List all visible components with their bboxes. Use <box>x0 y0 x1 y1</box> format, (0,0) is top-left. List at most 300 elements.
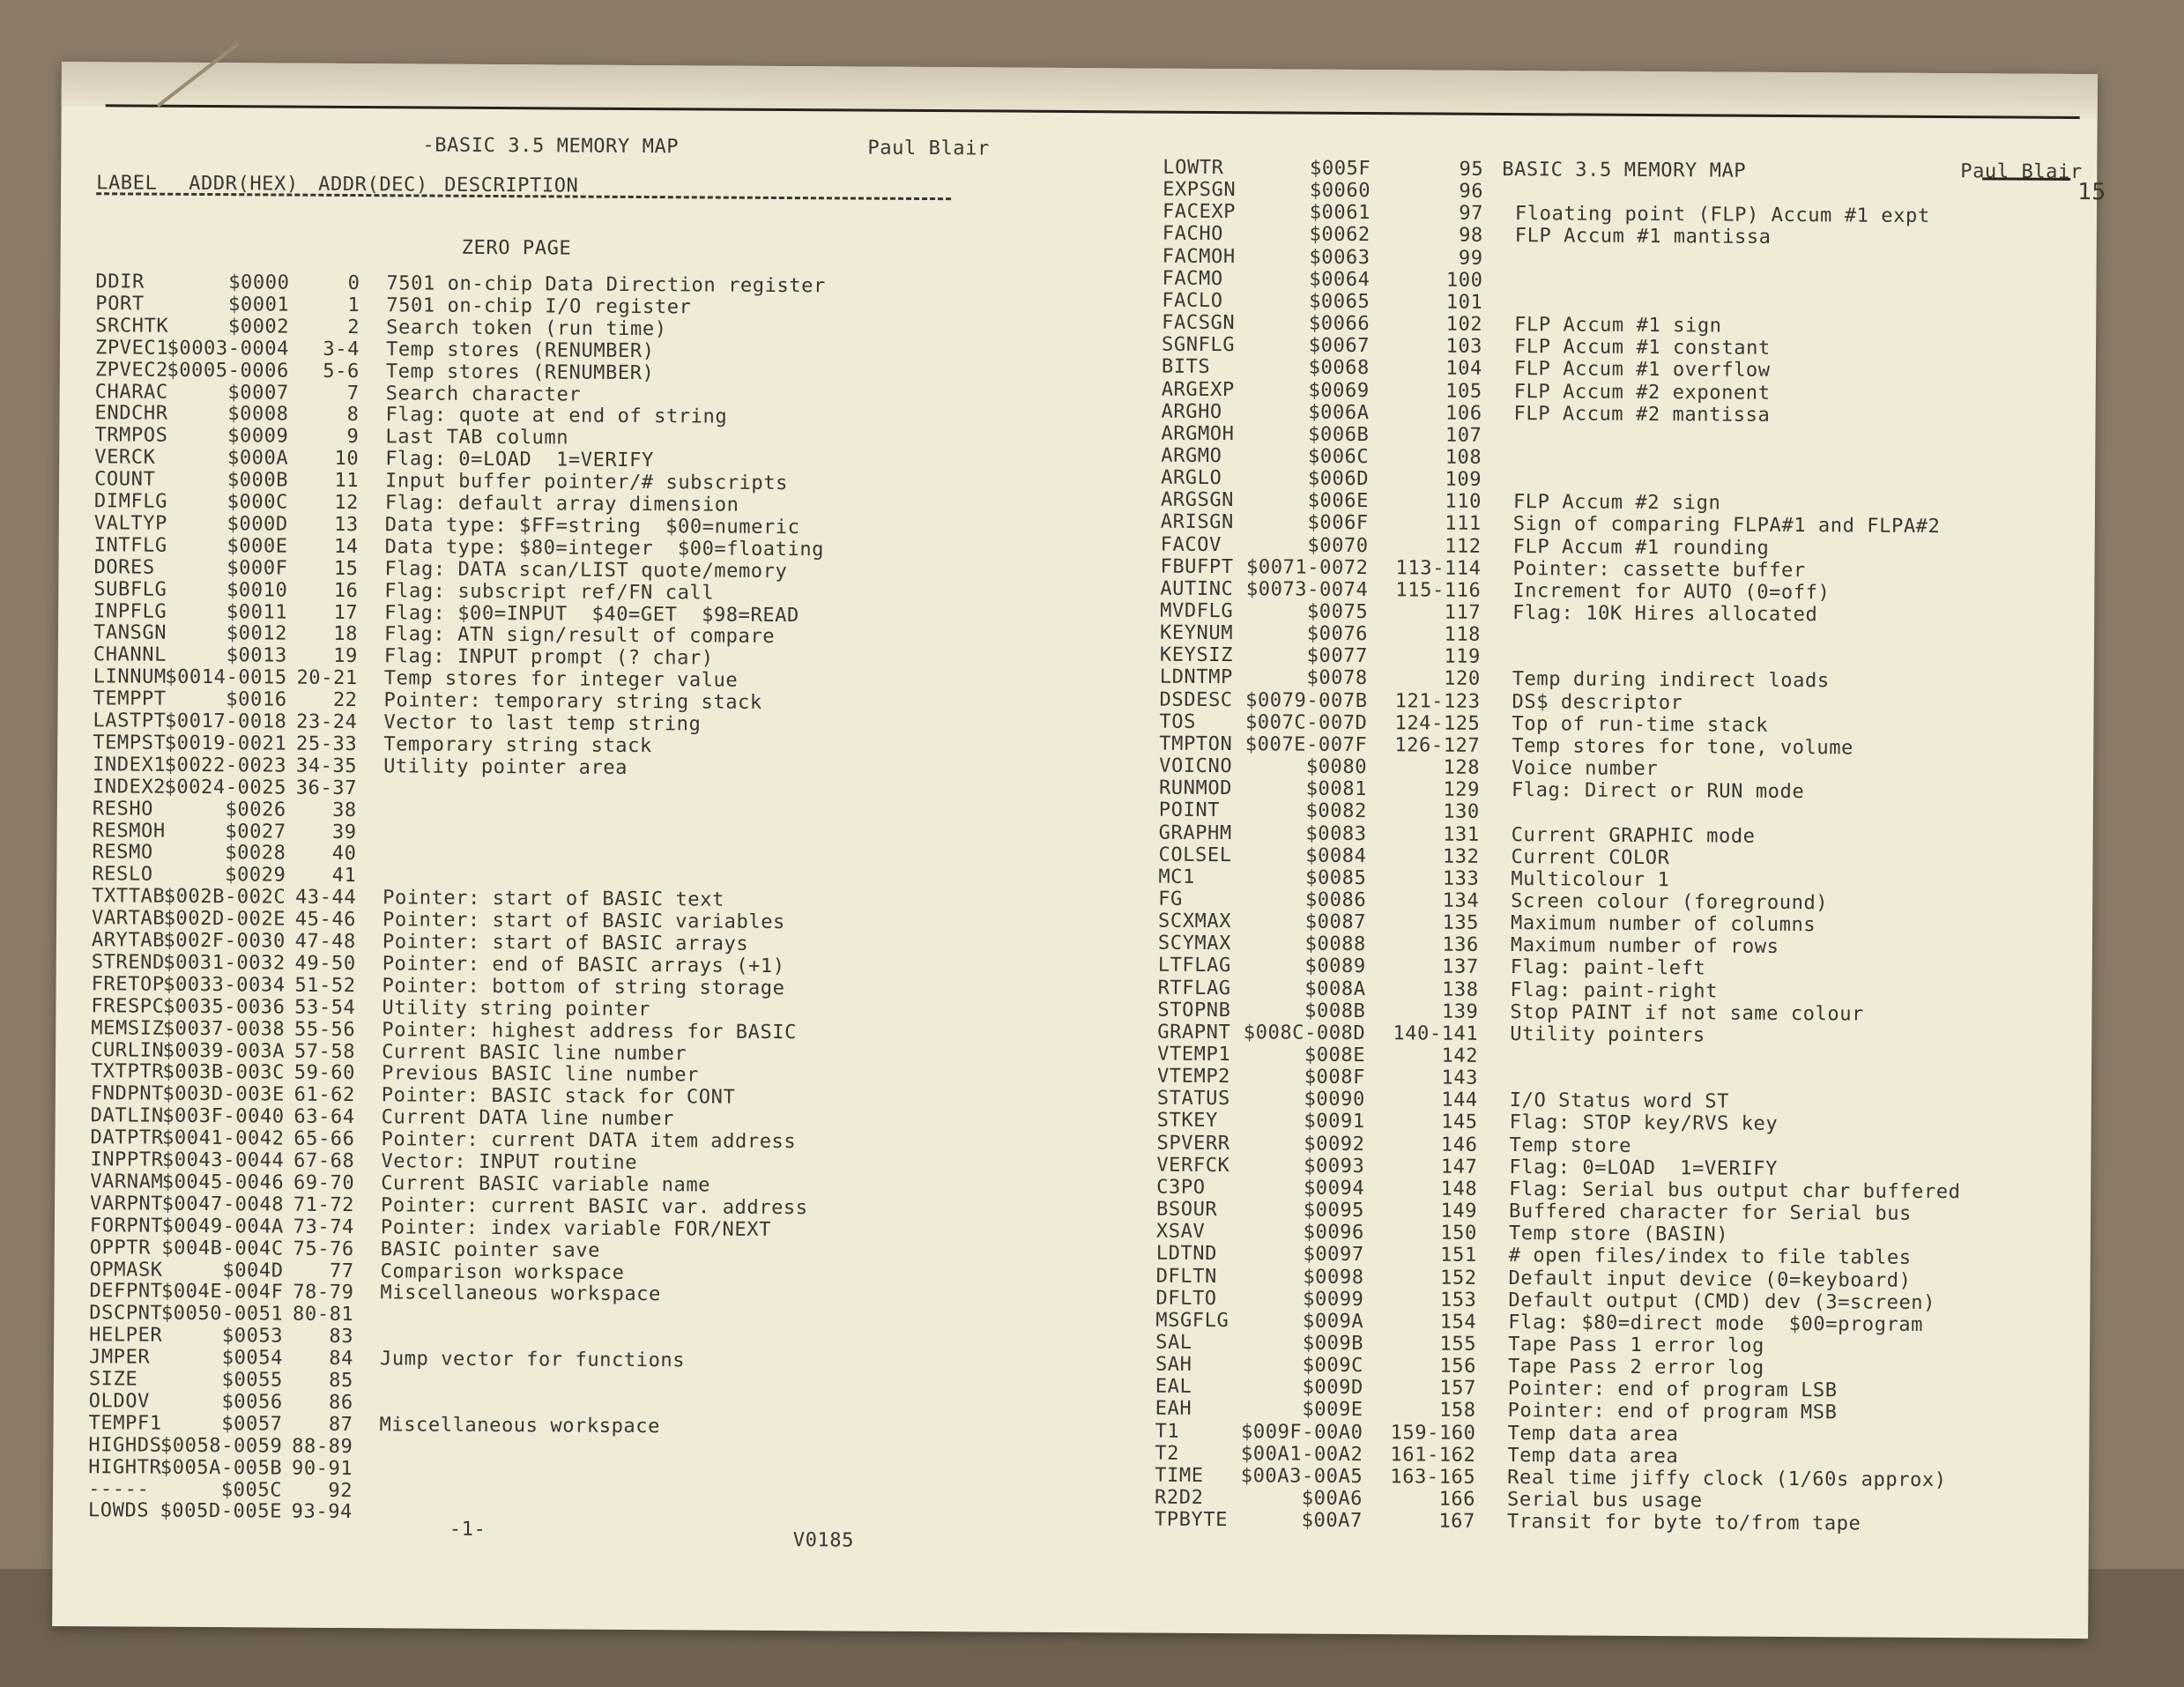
row-addr-hex: $0014-0015 <box>165 665 287 689</box>
row-description: Vector to last temp string <box>383 711 702 736</box>
row-addr-hex: $0082 <box>1305 799 1367 823</box>
row-label: DEFPNT <box>89 1280 163 1304</box>
row-addr-hex: $0085 <box>1305 866 1367 889</box>
row-description: Flag: DATA scan/LIST quote/memory <box>384 557 788 583</box>
row-addr-hex: $0080 <box>1305 755 1368 779</box>
row-description: Miscellaneous workspace <box>379 1414 661 1438</box>
row-addr-dec: 156 <box>1439 1355 1477 1378</box>
row-label: INPFLG <box>93 599 167 623</box>
row-addr-hex: $006E <box>1307 489 1370 513</box>
row-addr-dec: 90-91 <box>291 1457 353 1480</box>
row-label: ZPVEC2 <box>94 358 169 382</box>
row-addr-dec: 140-141 <box>1393 1022 1479 1045</box>
row-addr-dec: 11 <box>334 469 360 493</box>
row-addr-hex: $0013 <box>226 644 287 667</box>
row-label: RUNMOD <box>1158 777 1233 800</box>
row-addr-dec: 107 <box>1445 424 1482 447</box>
row-addr-dec: 152 <box>1439 1267 1477 1289</box>
row-addr-hex: $006D <box>1307 467 1370 491</box>
row-addr-dec: 153 <box>1439 1289 1477 1312</box>
row-addr-dec: 161-162 <box>1390 1443 1476 1467</box>
row-description: Previous BASIC line number <box>381 1062 700 1087</box>
row-addr-dec: 73-74 <box>293 1215 355 1238</box>
row-description: Temp stores for tone, volume <box>1512 734 1854 760</box>
row-label: T2 <box>1155 1442 1180 1465</box>
row-addr-dec: 166 <box>1438 1488 1476 1511</box>
row-label: SPVERR <box>1156 1132 1230 1155</box>
row-addr-hex: $0035-0036 <box>162 995 286 1019</box>
row-addr-dec: 103 <box>1445 335 1483 359</box>
row-addr-hex: $0065 <box>1309 290 1371 313</box>
row-addr-dec: 130 <box>1443 800 1480 824</box>
row-addr-hex: $00A7 <box>1301 1509 1363 1533</box>
row-addr-hex: $0055 <box>221 1369 283 1392</box>
row-description: BASIC pointer save <box>380 1237 601 1262</box>
row-description: Pointer: bottom of string storage <box>382 975 785 1000</box>
row-description: Tape Pass 2 error log <box>1507 1356 1764 1379</box>
row-label: ARISGN <box>1160 511 1234 534</box>
row-addr-dec: 108 <box>1445 446 1482 469</box>
row-label: HIGHDS <box>88 1433 162 1457</box>
row-label: RESMOH <box>92 819 166 843</box>
row-addr-dec: 99 <box>1458 247 1483 270</box>
row-addr-dec: 121-123 <box>1394 689 1481 713</box>
row-addr-hex: $0083 <box>1305 822 1367 845</box>
row-addr-dec: 80-81 <box>293 1303 354 1327</box>
row-label: LDNTMP <box>1159 666 1233 689</box>
row-addr-hex: $0063 <box>1309 246 1371 269</box>
row-label: RESLO <box>92 863 153 886</box>
row-addr-dec: 34-35 <box>295 754 358 777</box>
row-addr-hex: $006B <box>1308 423 1370 446</box>
row-description: FLP Accum #2 mantissa <box>1513 402 1771 427</box>
row-addr-dec: 150 <box>1440 1222 1477 1245</box>
row-addr-hex: $0002 <box>227 315 290 338</box>
row-label: SCYMAX <box>1157 932 1232 955</box>
row-label: TRMPOS <box>94 424 168 448</box>
row-addr-hex: $0022-0023 <box>164 754 287 777</box>
row-addr-hex: $0009 <box>227 425 289 448</box>
row-description: Pointer: end of program MSB <box>1507 1400 1838 1424</box>
row-description: Input buffer pointer/# subscripts <box>385 470 789 495</box>
row-addr-dec: 43-44 <box>294 886 357 910</box>
row-label: FBUFPT <box>1160 555 1234 578</box>
row-label: ARGLO <box>1161 466 1222 490</box>
row-addr-dec: 110 <box>1445 490 1482 514</box>
row-label: ARGMO <box>1161 444 1222 467</box>
row-addr-dec: 128 <box>1443 756 1481 779</box>
row-description: Utility pointer area <box>383 755 628 779</box>
row-label: TXTPTR <box>90 1060 165 1084</box>
row-addr-hex: $0095 <box>1303 1199 1365 1223</box>
right-page-title: BASIC 3.5 MEMORY MAP <box>1502 158 1747 182</box>
row-label: FNDPNT <box>90 1082 165 1106</box>
row-addr-dec: 87 <box>328 1413 353 1436</box>
row-addr-hex: $0019-0021 <box>164 732 287 755</box>
page-number: -1- <box>449 1518 487 1541</box>
row-description: Real time jiffy clock (1/60s approx) <box>1507 1466 1947 1491</box>
row-label: BSOUR <box>1155 1198 1218 1222</box>
row-addr-dec: 143 <box>1441 1066 1479 1089</box>
row-description: Current DATA line number <box>381 1106 675 1131</box>
row-label: OPPTR <box>89 1236 152 1260</box>
row-description: FLP Accum #1 overflow <box>1513 358 1771 383</box>
row-addr-hex: $0043-0044 <box>161 1148 285 1172</box>
row-addr-dec: 163-165 <box>1390 1466 1476 1489</box>
row-addr-dec: 157 <box>1439 1377 1476 1401</box>
row-addr-dec: 167 <box>1438 1510 1475 1533</box>
row-label: SIZE <box>88 1368 138 1391</box>
row-label: OLDOV <box>88 1390 151 1413</box>
row-description: Search token (run time) <box>386 316 667 340</box>
row-addr-dec: 95 <box>1459 158 1484 181</box>
row-label: EAH <box>1155 1397 1192 1421</box>
row-label: FACMO <box>1162 267 1223 290</box>
row-addr-hex: $0003-0004 <box>167 337 290 360</box>
row-description: Flag: default array dimension <box>384 492 739 517</box>
row-description: Temp data area <box>1507 1422 1679 1445</box>
row-addr-dec: 131 <box>1443 823 1480 846</box>
row-label: INDEX1 <box>93 754 167 777</box>
row-addr-dec: 38 <box>332 799 357 821</box>
row-description: Flag: subscript ref/FN call <box>384 579 715 605</box>
row-description: Pointer: current BASIC var. address <box>381 1194 808 1219</box>
row-addr-hex: $004E-004F <box>160 1281 284 1304</box>
row-label: DFLTO <box>1155 1287 1217 1310</box>
row-description: # open files/index to file tables <box>1508 1245 1912 1270</box>
row-addr-hex: $0081 <box>1305 777 1368 801</box>
row-label: TEMPST <box>93 732 167 754</box>
row-description: Search character <box>385 382 582 406</box>
row-addr-hex: $000B <box>227 469 289 492</box>
row-label: POINT <box>1158 799 1221 822</box>
row-addr-hex: $0070 <box>1307 534 1369 557</box>
row-addr-hex: $0092 <box>1304 1133 1365 1156</box>
row-addr-dec: 105 <box>1445 380 1482 403</box>
row-addr-dec: 126-127 <box>1394 734 1481 757</box>
row-addr-dec: 61-62 <box>293 1083 355 1107</box>
row-addr-dec: 98 <box>1459 225 1483 248</box>
row-addr-dec: 9 <box>346 426 360 449</box>
row-addr-dec: 78-79 <box>293 1282 354 1304</box>
row-addr-dec: 3-4 <box>323 338 360 360</box>
row-description: FLP Accum #2 sign <box>1512 491 1721 515</box>
row-addr-hex: $005C <box>220 1478 283 1502</box>
row-addr-dec: 115-116 <box>1395 579 1482 602</box>
row-addr-hex: $0093 <box>1304 1155 1365 1178</box>
row-addr-hex: $005F <box>1309 157 1371 181</box>
row-addr-dec: 118 <box>1444 623 1482 646</box>
row-label: GRAPHM <box>1158 821 1232 844</box>
row-addr-hex: $0069 <box>1308 379 1370 402</box>
row-addr-hex: $0027 <box>225 820 286 844</box>
row-addr-hex: $0037-0038 <box>162 1017 286 1041</box>
row-label: KEYSIZ <box>1159 643 1234 667</box>
row-addr-dec: 145 <box>1441 1111 1478 1134</box>
row-description: Maximum number of rows <box>1510 934 1779 959</box>
row-addr-hex: $006F <box>1307 512 1369 535</box>
row-label: RTFLAG <box>1157 977 1231 1000</box>
paper-sheet <box>52 62 2106 1639</box>
right-page <box>1154 156 2106 1535</box>
row-addr-dec: 147 <box>1440 1156 1478 1178</box>
row-label: CHANNL <box>93 643 167 667</box>
row-description: Default output (CMD) dev (3=screen) <box>1508 1289 1936 1314</box>
col-header-description: DESCRIPTION <box>444 174 579 197</box>
row-addr-hex: $002F-0030 <box>163 929 286 953</box>
row-addr-dec: 85 <box>329 1369 353 1393</box>
row-description: Temp store <box>1509 1133 1632 1157</box>
row-addr-dec: 137 <box>1442 955 1479 979</box>
row-label: TEMPPT <box>93 687 167 710</box>
table-row <box>88 1500 1040 1528</box>
row-description: Flag: $80=direct mode $00=program <box>1508 1311 1924 1336</box>
row-addr-hex: $0008 <box>227 403 289 426</box>
table-row <box>1155 1509 2089 1536</box>
row-label: STATUS <box>1156 1087 1230 1111</box>
row-description: Vector: INPUT routine <box>381 1150 638 1175</box>
row-addr-hex: $0054 <box>221 1347 284 1370</box>
row-addr-hex: $0089 <box>1304 955 1366 978</box>
row-addr-dec: 39 <box>331 821 357 844</box>
row-addr-hex: $0049-004A <box>161 1215 285 1238</box>
row-addr-hex: $0099 <box>1303 1288 1364 1311</box>
row-addr-dec: 155 <box>1439 1333 1477 1356</box>
row-label: HIGHTR <box>88 1455 162 1479</box>
row-addr-dec: 142 <box>1441 1044 1479 1067</box>
row-addr-dec: 13 <box>334 513 359 536</box>
row-label: FRESPC <box>91 994 165 1018</box>
row-description: FLP Accum #1 sign <box>1514 314 1722 338</box>
row-label: FACSGN <box>1162 311 1236 335</box>
row-label: TIME <box>1155 1464 1204 1487</box>
row-addr-hex: $0067 <box>1308 334 1371 358</box>
row-label: STKEY <box>1156 1110 1218 1133</box>
row-description: Temp store (BASIN) <box>1508 1223 1729 1246</box>
row-addr-dec: 71-72 <box>293 1193 355 1216</box>
row-label: ARGSGN <box>1160 488 1235 512</box>
row-label: DIMFLG <box>93 490 168 513</box>
row-description: Screen colour (foreground) <box>1511 889 1829 915</box>
row-addr-hex: $006C <box>1307 445 1370 469</box>
row-description: Current BASIC variable name <box>381 1172 711 1197</box>
row-addr-hex: $0077 <box>1306 644 1368 668</box>
row-label: ARGEXP <box>1161 378 1235 401</box>
row-label: FACEXP <box>1162 200 1237 224</box>
row-description: Increment for AUTO (0=off) <box>1512 579 1831 605</box>
row-addr-hex: $0031-0032 <box>163 951 286 975</box>
row-label: XSAV <box>1155 1220 1206 1244</box>
row-label: STOPNB <box>1157 999 1231 1022</box>
row-addr-hex: $0017-0018 <box>164 710 287 733</box>
row-label: MSGFLG <box>1155 1309 1229 1332</box>
row-label: ----- <box>88 1477 150 1501</box>
row-addr-hex: $0064 <box>1309 268 1371 291</box>
row-addr-dec: 146 <box>1440 1133 1478 1156</box>
row-description: Flag: 10K Hires allocated <box>1512 602 1818 627</box>
row-addr-hex: $000D <box>227 513 288 536</box>
row-description: Temp stores (RENUMBER) <box>385 360 655 384</box>
row-label: FORPNT <box>89 1214 164 1237</box>
row-addr-hex: $00A6 <box>1301 1487 1363 1511</box>
row-description: FLP Accum #1 rounding <box>1512 535 1770 560</box>
row-addr-dec: 10 <box>334 448 360 471</box>
row-label: EAL <box>1155 1375 1192 1399</box>
row-addr-hex: $0056 <box>221 1391 283 1414</box>
row-addr-dec: 106 <box>1445 402 1482 425</box>
row-description: Pointer: start of BASIC arrays <box>382 931 749 955</box>
row-addr-dec: 41 <box>331 865 357 888</box>
row-addr-hex: $0061 <box>1309 201 1371 225</box>
row-addr-dec: 113-114 <box>1395 556 1482 580</box>
row-addr-hex: $0053 <box>221 1325 284 1348</box>
row-addr-dec: 5-6 <box>323 360 360 383</box>
row-addr-hex: $0091 <box>1304 1111 1365 1133</box>
row-addr-dec: 19 <box>333 645 358 668</box>
row-addr-dec: 7 <box>346 382 360 405</box>
row-addr-hex: $00A3-00A5 <box>1240 1465 1363 1488</box>
row-addr-hex: $0012 <box>226 622 288 645</box>
row-addr-dec: 53-54 <box>294 996 356 1019</box>
row-addr-dec: 40 <box>331 843 357 866</box>
row-addr-hex: $0075 <box>1306 600 1369 624</box>
row-description: Buffered character for Serial bus <box>1508 1200 1913 1225</box>
row-label: ENDCHR <box>94 402 168 426</box>
row-description: Sign of comparing FLPA#1 and FLPA#2 <box>1512 513 1941 539</box>
row-description: Serial bus usage <box>1506 1489 1703 1512</box>
row-addr-dec: 97 <box>1459 202 1484 226</box>
row-addr-hex: $0062 <box>1309 224 1371 247</box>
row-addr-dec: 151 <box>1440 1244 1477 1267</box>
row-label: DSCPNT <box>89 1302 163 1326</box>
row-addr-hex: $0098 <box>1303 1266 1364 1289</box>
row-description: Flag: quote at end of string <box>385 404 728 429</box>
row-description: Current GRAPHIC mode <box>1511 823 1756 848</box>
col-header-hex: ADDR(HEX) <box>189 172 299 196</box>
row-addr-dec: 102 <box>1445 313 1483 336</box>
row-label: LASTPT <box>93 710 167 732</box>
row-description: Flag: paint-left <box>1510 956 1706 980</box>
row-addr-dec: 23-24 <box>296 710 358 734</box>
row-addr-dec: 109 <box>1445 468 1482 491</box>
row-addr-dec: 51-52 <box>294 974 356 997</box>
row-addr-dec: 8 <box>346 404 360 427</box>
row-addr-hex: $0096 <box>1303 1221 1364 1245</box>
row-addr-dec: 47-48 <box>294 930 356 954</box>
row-label: TOS <box>1159 710 1197 733</box>
row-addr-dec: 120 <box>1444 668 1481 691</box>
row-addr-dec: 59-60 <box>293 1062 356 1085</box>
version-code: V0185 <box>792 1529 855 1552</box>
row-addr-hex: $0024-0025 <box>164 776 287 799</box>
row-description: Maximum number of columns <box>1510 912 1816 937</box>
row-description: Temp stores for integer value <box>383 667 739 692</box>
row-label: FACHO <box>1162 223 1224 246</box>
row-addr-dec: 25-33 <box>295 732 358 755</box>
row-addr-hex: $004B-004C <box>161 1237 284 1260</box>
row-addr-dec: 75-76 <box>293 1237 354 1260</box>
row-addr-dec: 15 <box>333 557 359 580</box>
row-label: SAL <box>1155 1331 1192 1354</box>
row-label: STREND <box>91 951 165 974</box>
row-description: Pointer: index variable FOR/NEXT <box>380 1215 772 1241</box>
row-addr-dec: 12 <box>334 491 360 515</box>
row-description: Voice number <box>1512 757 1659 781</box>
row-addr-hex: $0007 <box>227 381 289 405</box>
row-addr-hex: $009D <box>1302 1376 1363 1400</box>
row-label: GRAPNT <box>1157 1021 1231 1044</box>
row-label: COLSEL <box>1158 844 1232 866</box>
row-description: Stop PAINT if not same colour <box>1510 1000 1865 1026</box>
row-addr-dec: 69-70 <box>293 1171 355 1194</box>
row-description: Pointer: start of BASIC text <box>383 887 724 911</box>
row-label: VTEMP2 <box>1156 1065 1231 1089</box>
row-label: SAH <box>1155 1353 1192 1376</box>
row-addr-dec: 119 <box>1444 645 1481 669</box>
row-label: DDIR <box>95 271 145 294</box>
row-addr-hex: $0029 <box>225 864 286 887</box>
row-description: Pointer: start of BASIC variables <box>382 909 786 934</box>
row-addr-hex: $0076 <box>1306 622 1369 646</box>
row-label: DORES <box>93 555 155 579</box>
row-description: Temporary string stack <box>383 733 652 757</box>
row-label: ARGMOH <box>1161 422 1235 445</box>
row-label: PORT <box>95 293 145 316</box>
row-label: HELPER <box>89 1324 163 1347</box>
row-addr-dec: 1 <box>347 294 360 316</box>
row-description: Flag: INPUT prompt (? char) <box>383 645 714 670</box>
row-addr-hex: $009A <box>1302 1310 1364 1333</box>
row-addr-hex: $008B <box>1304 1000 1366 1022</box>
row-label: JMPER <box>88 1346 151 1369</box>
row-label: CHARAC <box>94 380 168 404</box>
row-addr-dec: 149 <box>1440 1200 1478 1223</box>
left-page <box>87 132 1048 1552</box>
row-addr-hex: $009C <box>1302 1354 1364 1378</box>
row-addr-hex: $005D-005E <box>160 1500 283 1523</box>
row-addr-hex: $0010 <box>227 578 288 602</box>
row-addr-hex: $004D <box>222 1259 284 1282</box>
row-description: Pointer: cassette buffer <box>1512 557 1806 582</box>
row-addr-hex: $009F-00A0 <box>1241 1420 1363 1444</box>
row-description: Pointer: temporary string stack <box>383 689 762 714</box>
row-description: Pointer: BASIC stack for CONT <box>381 1084 736 1109</box>
section-title: ZERO PAGE <box>461 236 572 260</box>
row-addr-dec: 139 <box>1441 1000 1479 1023</box>
row-addr-hex: $000F <box>227 556 288 580</box>
row-addr-hex: $0050-0051 <box>160 1303 284 1326</box>
row-description: Last TAB column <box>385 426 569 450</box>
row-addr-hex: $0094 <box>1303 1177 1365 1200</box>
row-addr-dec: 16 <box>333 579 359 602</box>
row-addr-dec: 20-21 <box>296 666 358 690</box>
row-addr-dec: 133 <box>1442 867 1480 890</box>
row-description: Temp during indirect loads <box>1512 668 1830 693</box>
row-addr-hex: $005A-005B <box>160 1456 283 1480</box>
row-description: Pointer: current DATA item address <box>381 1128 797 1154</box>
row-description: Utility pointers <box>1510 1022 1705 1047</box>
row-addr-hex: $006A <box>1308 401 1370 424</box>
left-page-title: -BASIC 3.5 MEMORY MAP <box>422 134 680 159</box>
row-description: Pointer: end of BASIC arrays (+1) <box>382 953 785 977</box>
row-label: LOWDS <box>87 1499 150 1523</box>
row-addr-hex: $002D-002E <box>163 907 286 931</box>
row-addr-hex: $0033-0034 <box>163 973 286 997</box>
row-label: TANSGN <box>93 621 167 645</box>
row-description: Pointer: highest address for BASIC <box>382 1018 798 1044</box>
row-addr-hex: $000C <box>227 491 289 514</box>
row-addr-hex: $008C-008D <box>1243 1022 1366 1044</box>
